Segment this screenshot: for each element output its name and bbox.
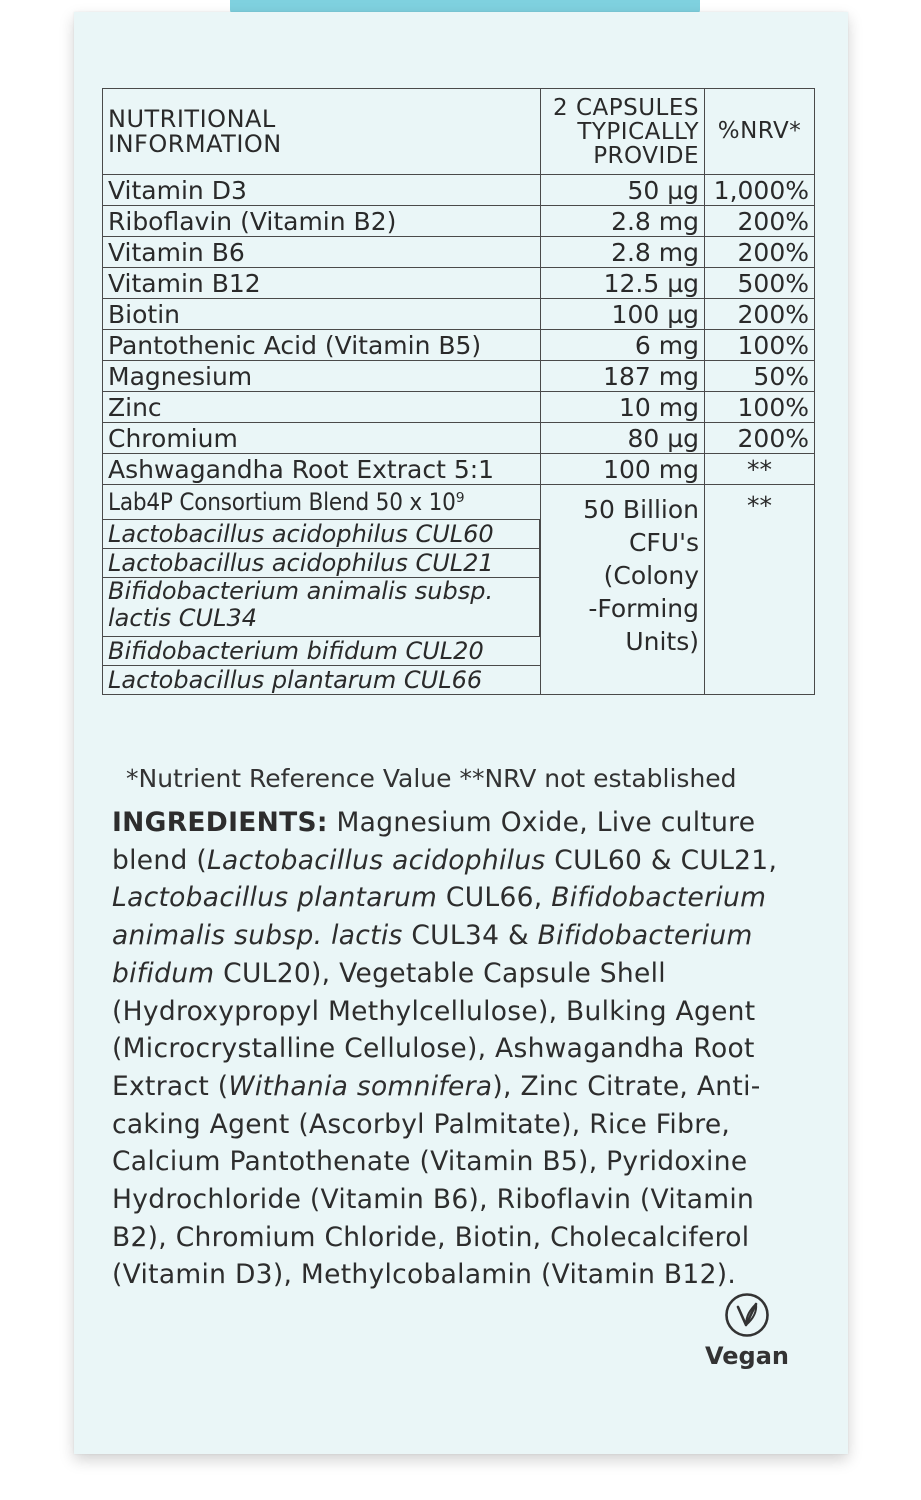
blend-title-row bbox=[103, 485, 540, 520]
blend-strains-cell bbox=[103, 485, 541, 695]
table-row bbox=[103, 237, 815, 268]
nutrient-amount: 6 mg bbox=[541, 330, 705, 361]
nrv-footnote: *Nutrient Reference Value **NRV not established bbox=[126, 764, 737, 793]
table-row bbox=[103, 392, 815, 423]
header-nutrient-line2: INFORMATION bbox=[108, 129, 282, 158]
ingredients-part: CUL66, bbox=[437, 882, 552, 914]
nutrient-name: Pantothenic Acid (Vitamin B5) bbox=[103, 330, 541, 361]
strain-name: Bifidobacterium bifidum CUL20 bbox=[103, 637, 540, 666]
nutrient-amount: 12.5 µg bbox=[541, 268, 705, 299]
ingredients-part: Lactobacillus acidophilus bbox=[206, 844, 546, 876]
nutrient-nrv: ** bbox=[705, 454, 815, 485]
vegan-leaf-icon bbox=[724, 1292, 770, 1338]
blend-amount-line: CFU's bbox=[628, 528, 699, 557]
nutrient-name: Biotin bbox=[103, 299, 541, 330]
table-row bbox=[103, 361, 815, 392]
strain-list bbox=[103, 485, 540, 694]
nutrient-amount: 10 mg bbox=[541, 392, 705, 423]
blend-amount-line: (Colony bbox=[603, 561, 699, 590]
nutrient-name: Zinc bbox=[103, 392, 541, 423]
ingredients-part: Bifidobacterium bifidum bbox=[112, 920, 753, 989]
nutrient-nrv: 1,000% bbox=[705, 175, 815, 206]
blend-title: Lab4P Consortium Blend 50 x 10⁹ bbox=[103, 485, 540, 520]
nutrient-amount: 50 µg bbox=[541, 175, 705, 206]
table-row bbox=[103, 454, 815, 485]
list-item bbox=[103, 637, 540, 666]
nutrient-name: Ashwagandha Root Extract 5:1 bbox=[103, 454, 541, 485]
blend-row bbox=[103, 485, 815, 695]
label-panel bbox=[74, 12, 848, 1454]
ingredients-part: Bifidobacterium animalis subsp. lactis bbox=[112, 882, 767, 952]
nutrition-table bbox=[102, 88, 815, 695]
strain-name: Lactobacillus acidophilus CUL60 bbox=[103, 520, 540, 549]
nutrient-nrv: 50% bbox=[705, 361, 815, 392]
blend-amount bbox=[541, 485, 705, 695]
table-row bbox=[103, 175, 815, 206]
table-row bbox=[103, 299, 815, 330]
blend-amount-line: 50 Billion bbox=[583, 495, 699, 524]
ingredients-part: Withania somnifera bbox=[228, 1070, 493, 1102]
header-amount bbox=[541, 89, 705, 175]
table-row bbox=[103, 423, 815, 454]
blend-amount-line: Units) bbox=[625, 627, 699, 656]
strain-name: Lactobacillus plantarum CUL66 bbox=[108, 666, 483, 694]
ingredients-part: Lactobacillus plantarum bbox=[112, 882, 438, 914]
table-row bbox=[103, 330, 815, 361]
ingredients-part: CUL20), Vegetable Capsule Shell (Hydroxypropyl Methylcellulose), Bulking Agent (Microcrystalline Cellulose), Ashwagandha Root Extract ( bbox=[112, 957, 756, 1102]
header-amount-line2: TYPICALLY bbox=[577, 118, 699, 145]
nutrient-nrv: 200% bbox=[705, 423, 815, 454]
nutrient-amount: 80 µg bbox=[541, 423, 705, 454]
nutrient-nrv: 100% bbox=[705, 330, 815, 361]
table-row bbox=[103, 206, 815, 237]
nutrient-amount: 100 µg bbox=[541, 299, 705, 330]
nutrient-name: Riboflavin (Vitamin B2) bbox=[103, 206, 541, 237]
nutrient-amount: 187 mg bbox=[541, 361, 705, 392]
nutrient-name: Vitamin B12 bbox=[103, 268, 541, 299]
strain-name: Lactobacillus acidophilus CUL21 bbox=[103, 549, 540, 578]
ingredients-text bbox=[112, 804, 812, 1294]
nutrient-name: Vitamin B6 bbox=[103, 237, 541, 268]
nutrient-nrv: 200% bbox=[705, 206, 815, 237]
list-item bbox=[103, 549, 540, 578]
header-nutrient-line1: NUTRITIONAL bbox=[108, 104, 276, 133]
ingredients-part: CUL34 & bbox=[402, 920, 538, 952]
nutrient-amount: 2.8 mg bbox=[541, 206, 705, 237]
header-nrv: %NRV* bbox=[705, 89, 815, 175]
ingredients-part: ), Zinc Citrate, Anti-caking Agent (Ascorbyl Palmitate), Rice Fibre, Calcium Pantothenate (Vitamin B5), Pyridoxine Hydrochloride (Vitamin B6), Riboflavin (Vitamin B2), Chromium Chloride, Biotin, Cholecalciferol (Vitamin D3), Methylcobalamin (Vitamin B12). bbox=[112, 1070, 761, 1291]
nutrient-nrv: 200% bbox=[705, 299, 815, 330]
nutrient-name: Chromium bbox=[103, 423, 541, 454]
table-row bbox=[103, 268, 815, 299]
blend-amount-line: -Forming bbox=[588, 594, 699, 623]
nutrient-nrv: 500% bbox=[705, 268, 815, 299]
header-nutrient bbox=[103, 89, 541, 175]
blend-nrv: ** bbox=[705, 485, 815, 695]
nutrient-nrv: 200% bbox=[705, 237, 815, 268]
nutrient-name: Magnesium bbox=[103, 361, 541, 392]
vegan-label: Vegan bbox=[705, 1342, 789, 1370]
ingredients-part: Magnesium Oxide, Live culture blend ( bbox=[112, 807, 756, 876]
list-item bbox=[103, 520, 540, 549]
nutrient-amount: 100 mg bbox=[541, 454, 705, 485]
nutrient-nrv: 100% bbox=[705, 392, 815, 423]
vegan-badge bbox=[704, 1292, 790, 1370]
ingredients-part: CUL60 & CUL21, bbox=[545, 844, 778, 876]
ingredients-label: INGREDIENTS: bbox=[112, 807, 328, 838]
nutrient-name: Vitamin D3 bbox=[103, 175, 541, 206]
strain-name: Bifidobacterium animalis subsp. lactis CUL34 bbox=[103, 578, 540, 637]
header-amount-line3: PROVIDE bbox=[593, 142, 699, 169]
header-amount-line1: 2 CAPSULES bbox=[553, 94, 699, 121]
nutrient-amount: 2.8 mg bbox=[541, 237, 705, 268]
table-header-row bbox=[103, 89, 815, 175]
list-item bbox=[103, 578, 540, 637]
list-item bbox=[103, 666, 540, 695]
